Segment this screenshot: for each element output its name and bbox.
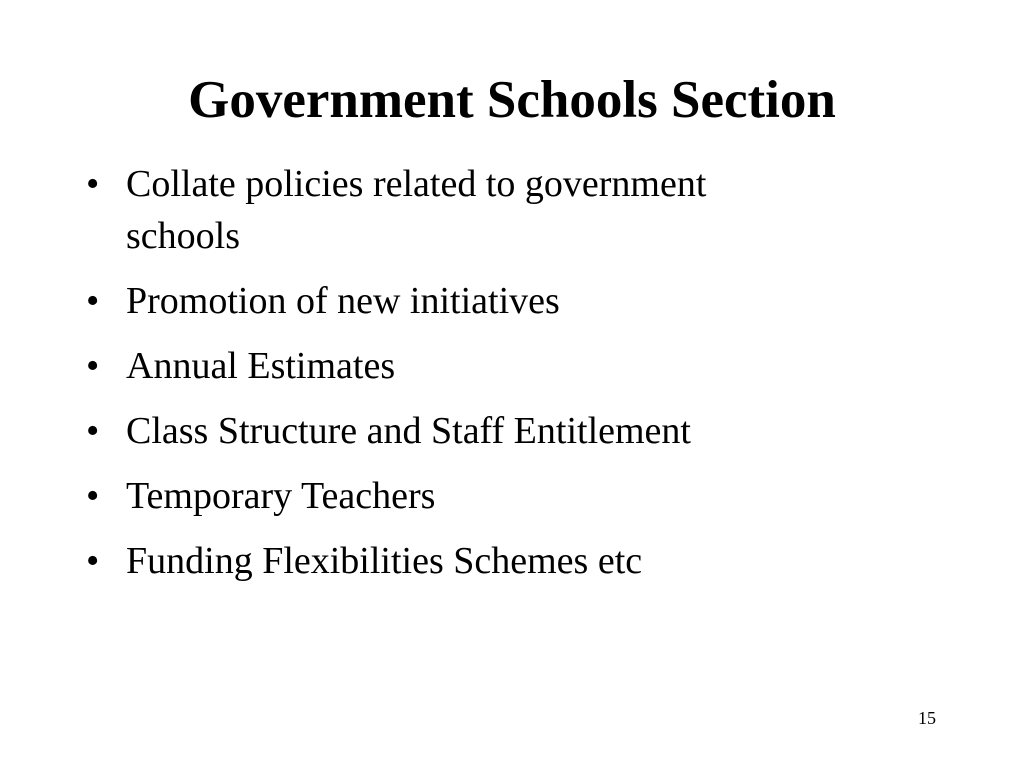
bullet-text: Promotion of new initiatives bbox=[126, 280, 560, 322]
bullet-marker: • bbox=[86, 280, 100, 322]
bullet-marker: • bbox=[86, 163, 100, 205]
bullet-item bbox=[86, 340, 906, 392]
bullet-text: Collate policies related to government schools bbox=[126, 163, 707, 257]
bullet-marker: • bbox=[86, 540, 100, 582]
bullet-item bbox=[86, 158, 906, 262]
bullet-item bbox=[86, 535, 906, 587]
bullet-item bbox=[86, 405, 906, 457]
bullet-marker: • bbox=[86, 475, 100, 517]
bullet-text: Annual Estimates bbox=[126, 345, 396, 387]
bullet-list bbox=[86, 158, 906, 600]
bullet-text: Temporary Teachers bbox=[126, 475, 436, 517]
bullet-marker: • bbox=[86, 410, 100, 452]
bullet-item bbox=[86, 470, 906, 522]
bullet-marker: • bbox=[86, 345, 100, 387]
bullet-item bbox=[86, 275, 906, 327]
slide-title: Government Schools Section bbox=[188, 71, 836, 129]
bullet-text: Class Structure and Staff Entitlement bbox=[126, 410, 691, 452]
page-number: 15 bbox=[918, 708, 936, 728]
bullet-text: Funding Flexibilities Schemes etc bbox=[126, 540, 643, 582]
